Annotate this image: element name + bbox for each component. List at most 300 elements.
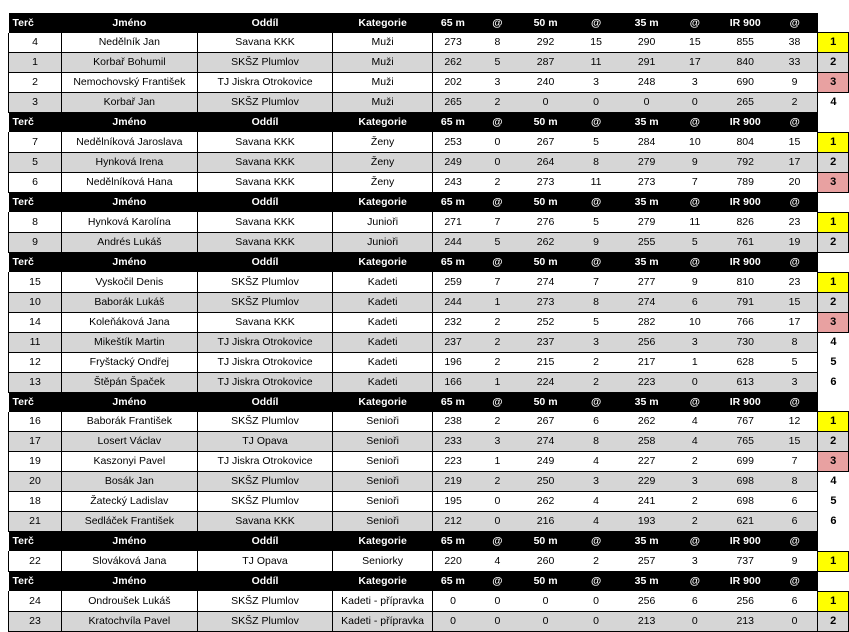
at-65m-cell: 2 — [473, 472, 521, 492]
at-50m-cell: 4 — [570, 492, 623, 512]
header-at-65: @ — [473, 252, 521, 272]
at-total-cell: 15 — [772, 432, 818, 452]
score-35m-cell: 213 — [622, 611, 670, 631]
score-50m-cell: 0 — [521, 93, 569, 113]
at-65m-cell: 0 — [473, 132, 521, 152]
category-cell: Kadeti — [333, 372, 432, 392]
at-35m-cell: 6 — [671, 292, 719, 312]
category-cell: Senioři — [333, 432, 432, 452]
at-total-cell: 19 — [772, 232, 818, 252]
table-row — [9, 472, 849, 492]
header-at-ir900: @ — [772, 252, 818, 272]
at-65m-cell: 4 — [473, 551, 521, 571]
header-ir900: IR 900 — [719, 13, 772, 33]
at-50m-cell: 11 — [570, 172, 623, 192]
category-cell: Kadeti — [333, 292, 432, 312]
category-cell: Muži — [333, 53, 432, 73]
header-ir900: IR 900 — [719, 252, 772, 272]
table-row — [9, 93, 849, 113]
club-cell: TJ Jiskra Otrokovice — [197, 452, 333, 472]
category-cell: Kadeti - přípravka — [333, 611, 432, 631]
rank-cell: 1 — [818, 551, 849, 571]
table-row — [9, 551, 849, 571]
header-ir900: IR 900 — [719, 113, 772, 133]
rank-cell: 5 — [830, 355, 837, 368]
rank-cell: 4 — [830, 475, 837, 488]
at-35m-cell: 2 — [671, 452, 719, 472]
at-35m-cell: 7 — [671, 172, 719, 192]
rank-cell: 1 — [818, 132, 849, 152]
header-at-65: @ — [473, 113, 521, 133]
total-ir900-cell: 789 — [719, 172, 772, 192]
table-row — [9, 332, 849, 352]
table-row — [9, 432, 849, 452]
header-jmeno: Jméno — [62, 252, 198, 272]
score-50m-cell: 267 — [521, 412, 569, 432]
total-ir900-cell: 855 — [719, 33, 772, 53]
club-cell: TJ Jiskra Otrokovice — [197, 73, 333, 93]
at-total-cell: 23 — [772, 212, 818, 232]
rank-cell: 2 — [818, 432, 849, 452]
at-total-cell: 6 — [772, 512, 818, 532]
rank-cell: 1 — [818, 591, 849, 611]
category-cell: Ženy — [333, 152, 432, 172]
header-ir900: IR 900 — [719, 571, 772, 591]
club-cell: TJ Opava — [197, 551, 333, 571]
total-ir900-cell: 621 — [719, 512, 772, 532]
header-at-50: @ — [570, 532, 623, 552]
category-cell: Senioři — [333, 412, 432, 432]
at-65m-cell: 5 — [473, 232, 521, 252]
header-jmeno: Jméno — [62, 571, 198, 591]
target-cell: 15 — [9, 272, 62, 292]
at-65m-cell: 0 — [473, 611, 521, 631]
total-ir900-cell: 766 — [719, 312, 772, 332]
at-50m-cell: 3 — [570, 332, 623, 352]
total-ir900-cell: 737 — [719, 551, 772, 571]
rank-cell: 4 — [830, 335, 837, 348]
header-50m: 50 m — [521, 392, 569, 412]
at-total-cell: 9 — [772, 73, 818, 93]
score-65m-cell: 195 — [432, 492, 473, 512]
at-50m-cell: 4 — [570, 512, 623, 532]
at-total-cell: 15 — [772, 292, 818, 312]
header-50m: 50 m — [521, 192, 569, 212]
at-50m-cell: 6 — [570, 412, 623, 432]
at-35m-cell: 6 — [671, 591, 719, 611]
total-ir900-cell: 761 — [719, 232, 772, 252]
score-50m-cell: 260 — [521, 551, 569, 571]
header-jmeno: Jméno — [62, 192, 198, 212]
at-total-cell: 15 — [772, 132, 818, 152]
name-cell: Andrés Lukáš — [62, 232, 198, 252]
rank-cell: 6 — [830, 375, 837, 388]
at-50m-cell: 8 — [570, 152, 623, 172]
at-65m-cell: 0 — [473, 492, 521, 512]
score-65m-cell: 202 — [432, 73, 473, 93]
target-cell: 24 — [9, 591, 62, 611]
target-cell: 4 — [9, 33, 62, 53]
total-ir900-cell: 613 — [719, 372, 772, 392]
header-terc: Terč — [9, 252, 62, 272]
name-cell: Kratochvíla Pavel — [62, 611, 198, 631]
at-65m-cell: 1 — [473, 452, 521, 472]
header-50m: 50 m — [521, 571, 569, 591]
header-jmeno: Jméno — [62, 113, 198, 133]
name-cell: Fryštacký Ondřej — [62, 352, 198, 372]
total-ir900-cell: 213 — [719, 611, 772, 631]
at-total-cell: 38 — [772, 33, 818, 53]
category-cell: Muži — [333, 33, 432, 53]
header-spacer — [818, 252, 849, 272]
club-cell: TJ Opava — [197, 432, 333, 452]
score-35m-cell: 241 — [622, 492, 670, 512]
category-cell: Senioři — [333, 452, 432, 472]
category-cell: Senioři — [333, 492, 432, 512]
target-cell: 3 — [9, 93, 62, 113]
at-50m-cell: 3 — [570, 73, 623, 93]
header-kategorie: Kategorie — [333, 13, 432, 33]
score-50m-cell: 0 — [521, 591, 569, 611]
table-row — [9, 312, 849, 332]
header-kategorie: Kategorie — [333, 252, 432, 272]
header-35m: 35 m — [622, 192, 670, 212]
score-65m-cell: 212 — [432, 512, 473, 532]
at-total-cell: 7 — [772, 452, 818, 472]
header-jmeno: Jméno — [62, 13, 198, 33]
header-at-65: @ — [473, 392, 521, 412]
results-page — [8, 13, 849, 632]
header-terc: Terč — [9, 532, 62, 552]
total-ir900-cell: 690 — [719, 73, 772, 93]
score-35m-cell: 223 — [622, 372, 670, 392]
score-50m-cell: 264 — [521, 152, 569, 172]
at-65m-cell: 0 — [473, 591, 521, 611]
score-50m-cell: 0 — [521, 611, 569, 631]
at-35m-cell: 0 — [671, 93, 719, 113]
category-cell: Seniorky — [333, 551, 432, 571]
at-65m-cell: 7 — [473, 272, 521, 292]
score-65m-cell: 262 — [432, 53, 473, 73]
header-terc: Terč — [9, 571, 62, 591]
score-65m-cell: 249 — [432, 152, 473, 172]
header-at-35: @ — [671, 192, 719, 212]
score-35m-cell: 284 — [622, 132, 670, 152]
score-35m-cell: 258 — [622, 432, 670, 452]
target-cell: 14 — [9, 312, 62, 332]
score-35m-cell: 256 — [622, 332, 670, 352]
header-at-35: @ — [671, 571, 719, 591]
at-total-cell: 0 — [772, 611, 818, 631]
club-cell: SKŠZ Plumlov — [197, 93, 333, 113]
name-cell: Žatecký Ladislav — [62, 492, 198, 512]
score-65m-cell: 271 — [432, 212, 473, 232]
table-row — [9, 53, 849, 73]
at-total-cell: 3 — [772, 372, 818, 392]
group-header-row — [9, 252, 849, 272]
header-50m: 50 m — [521, 252, 569, 272]
score-35m-cell: 229 — [622, 472, 670, 492]
header-35m: 35 m — [622, 392, 670, 412]
at-65m-cell: 1 — [473, 292, 521, 312]
at-total-cell: 12 — [772, 412, 818, 432]
table-row — [9, 452, 849, 472]
at-total-cell: 6 — [772, 492, 818, 512]
score-35m-cell: 255 — [622, 232, 670, 252]
header-at-50: @ — [570, 571, 623, 591]
at-50m-cell: 5 — [570, 132, 623, 152]
header-kategorie: Kategorie — [333, 571, 432, 591]
header-oddil: Oddíl — [197, 113, 333, 133]
header-35m: 35 m — [622, 113, 670, 133]
club-cell: Savana KKK — [197, 312, 333, 332]
score-65m-cell: 259 — [432, 272, 473, 292]
header-at-ir900: @ — [772, 571, 818, 591]
at-35m-cell: 10 — [671, 132, 719, 152]
target-cell: 13 — [9, 372, 62, 392]
header-65m: 65 m — [432, 192, 473, 212]
at-total-cell: 33 — [772, 53, 818, 73]
score-65m-cell: 223 — [432, 452, 473, 472]
total-ir900-cell: 628 — [719, 352, 772, 372]
at-total-cell: 8 — [772, 472, 818, 492]
header-oddil: Oddíl — [197, 13, 333, 33]
total-ir900-cell: 765 — [719, 432, 772, 452]
table-row — [9, 512, 849, 532]
header-kategorie: Kategorie — [333, 392, 432, 412]
table-row — [9, 352, 849, 372]
club-cell: TJ Jiskra Otrokovice — [197, 332, 333, 352]
total-ir900-cell: 791 — [719, 292, 772, 312]
score-35m-cell: 193 — [622, 512, 670, 532]
table-row — [9, 292, 849, 312]
club-cell: Savana KKK — [197, 132, 333, 152]
name-cell: Nedělník Jan — [62, 33, 198, 53]
club-cell: TJ Jiskra Otrokovice — [197, 372, 333, 392]
rank-cell: 1 — [818, 212, 849, 232]
header-at-65: @ — [473, 192, 521, 212]
table-row — [9, 132, 849, 152]
at-65m-cell: 0 — [473, 512, 521, 532]
score-35m-cell: 291 — [622, 53, 670, 73]
header-at-ir900: @ — [772, 392, 818, 412]
target-cell: 20 — [9, 472, 62, 492]
target-cell: 12 — [9, 352, 62, 372]
score-35m-cell: 279 — [622, 152, 670, 172]
header-ir900: IR 900 — [719, 392, 772, 412]
target-cell: 8 — [9, 212, 62, 232]
score-50m-cell: 274 — [521, 272, 569, 292]
target-cell: 1 — [9, 53, 62, 73]
table-row — [9, 272, 849, 292]
at-35m-cell: 9 — [671, 272, 719, 292]
category-cell: Muži — [333, 93, 432, 113]
name-cell: Bosák Jan — [62, 472, 198, 492]
rank-cell: 2 — [818, 53, 849, 73]
at-50m-cell: 9 — [570, 232, 623, 252]
category-cell: Kadeti — [333, 332, 432, 352]
table-row — [9, 212, 849, 232]
at-65m-cell: 2 — [473, 332, 521, 352]
score-50m-cell: 273 — [521, 172, 569, 192]
total-ir900-cell: 767 — [719, 412, 772, 432]
header-kategorie: Kategorie — [333, 532, 432, 552]
club-cell: Savana KKK — [197, 152, 333, 172]
at-35m-cell: 5 — [671, 232, 719, 252]
at-65m-cell: 0 — [473, 152, 521, 172]
total-ir900-cell: 256 — [719, 591, 772, 611]
header-at-50: @ — [570, 252, 623, 272]
score-35m-cell: 256 — [622, 591, 670, 611]
total-ir900-cell: 699 — [719, 452, 772, 472]
total-ir900-cell: 698 — [719, 472, 772, 492]
name-cell: Nemochovský František — [62, 73, 198, 93]
club-cell: SKŠZ Plumlov — [197, 591, 333, 611]
category-cell: Junioři — [333, 212, 432, 232]
header-terc: Terč — [9, 13, 62, 33]
name-cell: Baborák Lukáš — [62, 292, 198, 312]
score-65m-cell: 196 — [432, 352, 473, 372]
score-65m-cell: 273 — [432, 33, 473, 53]
score-65m-cell: 219 — [432, 472, 473, 492]
at-35m-cell: 3 — [671, 332, 719, 352]
at-50m-cell: 3 — [570, 472, 623, 492]
score-65m-cell: 244 — [432, 292, 473, 312]
at-35m-cell: 17 — [671, 53, 719, 73]
group-header-row — [9, 392, 849, 412]
header-at-65: @ — [473, 13, 521, 33]
header-65m: 65 m — [432, 571, 473, 591]
score-35m-cell: 279 — [622, 212, 670, 232]
header-65m: 65 m — [432, 392, 473, 412]
header-at-35: @ — [671, 252, 719, 272]
club-cell: SKŠZ Plumlov — [197, 53, 333, 73]
at-35m-cell: 2 — [671, 512, 719, 532]
group-header-row — [9, 113, 849, 133]
table-row — [9, 33, 849, 53]
at-65m-cell: 2 — [473, 312, 521, 332]
name-cell: Sedláček František — [62, 512, 198, 532]
header-at-50: @ — [570, 392, 623, 412]
at-35m-cell: 4 — [671, 432, 719, 452]
at-50m-cell: 2 — [570, 551, 623, 571]
header-at-ir900: @ — [772, 532, 818, 552]
at-50m-cell: 8 — [570, 432, 623, 452]
target-cell: 5 — [9, 152, 62, 172]
at-50m-cell: 5 — [570, 312, 623, 332]
name-cell: Štěpán Špaček — [62, 372, 198, 392]
header-at-35: @ — [671, 13, 719, 33]
score-50m-cell: 267 — [521, 132, 569, 152]
score-35m-cell: 248 — [622, 73, 670, 93]
rank-cell: 3 — [818, 452, 849, 472]
target-cell: 17 — [9, 432, 62, 452]
header-ir900: IR 900 — [719, 532, 772, 552]
results-table — [8, 13, 849, 632]
header-spacer — [818, 192, 849, 212]
group-header-row — [9, 192, 849, 212]
at-35m-cell: 3 — [671, 472, 719, 492]
category-cell: Kadeti — [333, 352, 432, 372]
header-65m: 65 m — [432, 252, 473, 272]
table-row — [9, 591, 849, 611]
at-65m-cell: 3 — [473, 73, 521, 93]
at-50m-cell: 5 — [570, 212, 623, 232]
club-cell: TJ Jiskra Otrokovice — [197, 352, 333, 372]
header-65m: 65 m — [432, 113, 473, 133]
header-50m: 50 m — [521, 532, 569, 552]
header-jmeno: Jméno — [62, 532, 198, 552]
rank-cell: 2 — [818, 152, 849, 172]
at-35m-cell: 4 — [671, 412, 719, 432]
score-50m-cell: 249 — [521, 452, 569, 472]
at-total-cell: 17 — [772, 312, 818, 332]
score-65m-cell: 243 — [432, 172, 473, 192]
rank-cell: 3 — [818, 312, 849, 332]
at-50m-cell: 11 — [570, 53, 623, 73]
at-35m-cell: 3 — [671, 551, 719, 571]
table-row — [9, 152, 849, 172]
score-50m-cell: 224 — [521, 372, 569, 392]
target-cell: 16 — [9, 412, 62, 432]
header-ir900: IR 900 — [719, 192, 772, 212]
category-cell: Senioři — [333, 472, 432, 492]
header-terc: Terč — [9, 392, 62, 412]
header-65m: 65 m — [432, 13, 473, 33]
total-ir900-cell: 810 — [719, 272, 772, 292]
header-at-35: @ — [671, 113, 719, 133]
rank-cell: 1 — [818, 272, 849, 292]
at-35m-cell: 2 — [671, 492, 719, 512]
score-35m-cell: 282 — [622, 312, 670, 332]
category-cell: Senioři — [333, 512, 432, 532]
header-50m: 50 m — [521, 13, 569, 33]
score-35m-cell: 277 — [622, 272, 670, 292]
at-50m-cell: 0 — [570, 93, 623, 113]
table-row — [9, 412, 849, 432]
name-cell: Hynková Irena — [62, 152, 198, 172]
club-cell: Savana KKK — [197, 232, 333, 252]
score-50m-cell: 216 — [521, 512, 569, 532]
rank-cell: 3 — [818, 172, 849, 192]
name-cell: Nedělníková Jaroslava — [62, 132, 198, 152]
table-row — [9, 232, 849, 252]
name-cell: Mikeštík Martin — [62, 332, 198, 352]
target-cell: 9 — [9, 232, 62, 252]
score-35m-cell: 217 — [622, 352, 670, 372]
header-oddil: Oddíl — [197, 571, 333, 591]
club-cell: SKŠZ Plumlov — [197, 611, 333, 631]
name-cell: Losert Václav — [62, 432, 198, 452]
score-35m-cell: 274 — [622, 292, 670, 312]
header-kategorie: Kategorie — [333, 113, 432, 133]
target-cell: 22 — [9, 551, 62, 571]
at-65m-cell: 5 — [473, 53, 521, 73]
target-cell: 11 — [9, 332, 62, 352]
table-row — [9, 172, 849, 192]
target-cell: 23 — [9, 611, 62, 631]
at-50m-cell: 15 — [570, 33, 623, 53]
rank-cell: 3 — [818, 73, 849, 93]
target-cell: 6 — [9, 172, 62, 192]
header-oddil: Oddíl — [197, 532, 333, 552]
at-total-cell: 20 — [772, 172, 818, 192]
at-50m-cell: 0 — [570, 591, 623, 611]
category-cell: Junioři — [333, 232, 432, 252]
club-cell: SKŠZ Plumlov — [197, 412, 333, 432]
target-cell: 2 — [9, 73, 62, 93]
club-cell: SKŠZ Plumlov — [197, 472, 333, 492]
